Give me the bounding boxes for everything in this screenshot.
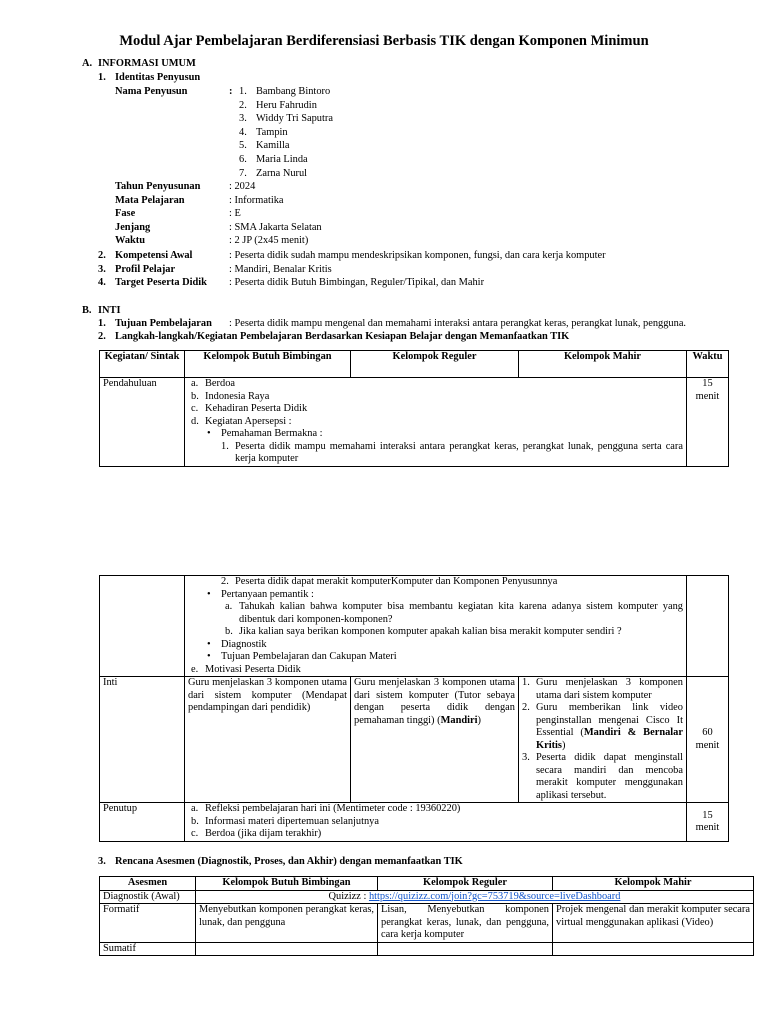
numbered-row: [98, 263, 718, 277]
document-title: Modul Ajar Pembelajaran Berdiferensiasi Berbasis TIK dengan Komponen Minimun: [119, 33, 649, 49]
bullet-icon: •: [207, 651, 211, 662]
formatif-reguler: Lisan, Menyebutkan komponen perangkat keras, lunak, dan pengguna, cara kerja komputer: [378, 904, 553, 943]
field-value: : 2 JP (2x45 menit): [229, 235, 309, 247]
header-waktu: Waktu: [687, 351, 729, 378]
author-name: Bambang Bintoro: [256, 86, 331, 97]
empty-cell: [687, 576, 729, 677]
field-label: Tahun Penyusunan: [115, 181, 201, 192]
author-item: [239, 139, 333, 153]
tujuan-label: Tujuan Pembelajaran: [115, 318, 212, 329]
list-text: Berdoa: [205, 378, 236, 389]
field-value: : Informatika: [229, 194, 284, 206]
list-marker: a.: [191, 803, 199, 814]
field-row: [115, 234, 675, 248]
header-butuh-bimbingan: Kelompok Butuh Bimbingan: [185, 351, 351, 378]
author-num: 2.: [239, 99, 247, 111]
asesmen-label: Rencana Asesmen (Diagnostik, Proses, dan Akhir) dengan memanfaatkan TIK: [115, 856, 463, 867]
list-text: Kegiatan Apersepsi :: [205, 415, 292, 427]
numbered-row: [98, 276, 718, 290]
list-text: Peserta didik dapat menginstall secara mandiri dan mencoba merakit komputer menggunakan aplikasi tersebut.: [536, 752, 683, 801]
text: Guru memberikan link video penginstallan mengenai Cisco It Essential (: [536, 702, 683, 738]
bullet-icon: •: [207, 588, 211, 600]
bold-text: Mandiri & Bernalar Kritis: [536, 727, 683, 751]
field-value: : Mandiri, Benalar Kritis: [229, 263, 332, 275]
item-num: 1.: [98, 318, 106, 329]
text: ): [561, 739, 566, 751]
field-value: : E: [229, 208, 241, 220]
field-row: [115, 221, 675, 235]
list-item: [191, 803, 683, 816]
list-text: Informasi materi dipertemuan selanjutnya: [205, 815, 379, 827]
header-reguler: Kelompok Reguler: [378, 877, 553, 891]
inti-mahir: [519, 677, 687, 803]
field-label: Profil Pelajar: [115, 263, 176, 275]
list-item: [191, 391, 683, 404]
sub-text: Peserta didik dapat merakit komputerKomputer dan Komponen Penyusunnya: [235, 576, 558, 587]
empty-cell: [378, 942, 553, 956]
field-label: Fase: [115, 208, 136, 220]
colon: :: [229, 86, 233, 97]
item-num: 4.: [98, 277, 106, 289]
numbered-fields: [98, 249, 718, 290]
list-text: Berdoa (jika dijam terakhir): [205, 828, 322, 839]
author-item: [239, 112, 333, 126]
row-label-diagnostik: Diagnostik (Awal): [100, 890, 196, 904]
field-label: Waktu: [115, 235, 146, 247]
bullet-text: Pemahaman Bermakna :: [221, 428, 323, 439]
field-label: Mata Pelajaran: [115, 194, 185, 206]
field-label: Kompetensi Awal: [115, 250, 193, 261]
author-num: 5.: [239, 140, 247, 152]
list-item: [191, 828, 683, 841]
author-item: [239, 85, 333, 99]
field-row: [115, 207, 675, 221]
tujuan-value: : Peserta didik mampu mengenal dan memahami interaksi antara perangkat keras, perangkat lunak, pengguna.: [229, 318, 687, 329]
list-text: Guru menjelaskan 3 komponen utama dari sistem komputer: [536, 677, 683, 701]
inti-reguler: [351, 677, 519, 803]
list-num: 3.: [522, 752, 530, 763]
text: ): [477, 714, 481, 726]
pendahuluan-continued: [185, 576, 687, 677]
list-text: Kehadiran Peserta Didik: [205, 403, 308, 414]
bullet-text: Tujuan Pembelajaran dan Cakupan Materi: [221, 651, 397, 662]
text: Guru menjelaskan 3 komponen utama dari sistem komputer (Tutor sebaya dengan peserta didik dengan pemahaman tinggi) (: [354, 677, 515, 726]
field-value: : SMA Jakarta Selatan: [229, 221, 322, 233]
bullet-text: Pertanyaan pemantik :: [221, 588, 314, 600]
item-num: 3.: [98, 263, 106, 275]
author-name: Zarna Nurul: [256, 167, 308, 179]
list-marker: e.: [191, 663, 199, 675]
item-num: 3.: [98, 856, 106, 867]
quizizz-label: Quizizz :: [328, 890, 369, 902]
question-a: Tahukah kalian bahwa komputer bisa membantu kegiatan kita karena adanya sistem komputer yang dibentuk dari komponen-komponen?: [239, 601, 683, 625]
activities-table-part1: [99, 350, 729, 467]
list-marker: b.: [191, 390, 199, 402]
author-num: 1.: [239, 86, 247, 97]
header-mahir: Kelompok Mahir: [553, 877, 754, 891]
empty-cell: [196, 942, 378, 956]
header-mahir: Kelompok Mahir: [519, 351, 687, 378]
field-label: Target Peserta Didik: [115, 277, 207, 289]
author-name: Kamilla: [256, 140, 290, 152]
row-label-sumatif: Sumatif: [100, 942, 196, 956]
sub-num: 2.: [221, 576, 229, 587]
sub-text: Peserta didik mampu memahami interaksi antara perangkat keras, perangkat lunak, pengguna serta cara kerja komputer: [235, 440, 683, 464]
sub-num: 1.: [221, 440, 229, 452]
field-label: Jenjang: [115, 221, 151, 233]
list-text: Refleksi pembelajaran hari ini (Mentimeter code : 19360220): [205, 803, 461, 814]
row-label-formatif: Formatif: [100, 904, 196, 943]
bullet-icon: •: [207, 428, 211, 439]
formatif-mahir: Projek mengenal dan merakit komputer secara virtual menggunakan aplikasi (Video): [553, 904, 754, 943]
activities-table-part2: [99, 575, 729, 842]
list-num: 2.: [522, 702, 530, 713]
bullet-text: Diagnostik: [221, 638, 267, 650]
author-name: Tampin: [256, 126, 288, 138]
question-b: Jika kalian saya berikan komponen komputer apakah kalian bisa merakit komputer sendiri ?: [239, 626, 622, 637]
list-item: [191, 403, 683, 416]
list-item: [191, 378, 683, 391]
list-marker: d.: [191, 415, 199, 427]
header-asesmen: Asesmen: [100, 877, 196, 891]
question-marker: b.: [225, 626, 233, 637]
empty-cell: [100, 576, 185, 677]
question-marker: a.: [225, 601, 233, 612]
section-b-letter: B.: [82, 305, 92, 316]
row-label-penutup: Penutup: [100, 803, 185, 842]
diagnostik-content: [196, 890, 754, 904]
penutup-time: 15 menit: [687, 803, 729, 842]
field-value: : 2024: [229, 181, 256, 192]
list-marker: b.: [191, 815, 199, 827]
author-item: [239, 153, 333, 167]
inti-butuh-bimbingan: Guru menjelaskan 3 komponen utama dari sistem komputer (Mendapat pendampingan dari pendidik): [185, 677, 351, 803]
author-item: [239, 99, 333, 113]
item-num: 2.: [98, 331, 106, 342]
list-text: Motivasi Peserta Didik: [205, 663, 301, 675]
list-item: [191, 816, 683, 829]
list-marker: a.: [191, 378, 199, 389]
bold-text: Mandiri: [440, 714, 478, 726]
header-kegiatan: Kegiatan/ Sintak: [100, 351, 185, 378]
field-value: : Peserta didik sudah mampu mendeskripsikan komponen, fungsi, dan cara kerja komputer: [229, 250, 606, 261]
field-row: [115, 180, 675, 194]
identitas-label: Identitas Penyusun: [115, 72, 201, 83]
list-num: 1.: [522, 677, 530, 688]
field-value: : Peserta didik Butuh Bimbingan, Reguler/Tipikal, dan Mahir: [229, 277, 485, 289]
bullet-icon: •: [207, 638, 211, 650]
author-name: Widdy Tri Saputra: [256, 113, 333, 125]
author-num: 3.: [239, 113, 247, 125]
author-name: Heru Fahrudin: [256, 99, 317, 111]
author-name: Maria Linda: [256, 153, 308, 165]
author-num: 7.: [239, 167, 247, 179]
author-item: [239, 126, 333, 140]
numbered-row: [98, 249, 718, 263]
list-text: Indonesia Raya: [205, 390, 270, 402]
header-butuh-bimbingan: Kelompok Butuh Bimbingan: [196, 877, 378, 891]
section-a-heading: INFORMASI UMUM: [98, 58, 196, 69]
identity-fields: [115, 180, 675, 248]
section-b-heading: INTI: [98, 305, 121, 316]
list-item: [191, 416, 683, 429]
penutup-content: [185, 803, 687, 842]
author-num: 6.: [239, 153, 247, 165]
list-marker: c.: [191, 828, 199, 839]
item-num: 1.: [98, 72, 106, 83]
row-label-pendahuluan: Pendahuluan: [100, 378, 185, 467]
section-a-letter: A.: [82, 58, 93, 69]
item-num: 2.: [98, 250, 106, 261]
author-list: [239, 85, 333, 180]
inti-time: 60 menit: [687, 677, 729, 803]
quizizz-link[interactable]: https://quizizz.com/join?gc=753719&source=liveDashboard: [368, 890, 621, 902]
pendahuluan-content: [185, 378, 687, 467]
author-item: [239, 167, 333, 181]
header-reguler: Kelompok Reguler: [351, 351, 519, 378]
pendahuluan-time: 15 menit: [687, 378, 729, 467]
assessment-table: [99, 876, 754, 956]
list-marker: c.: [191, 403, 199, 414]
formatif-butuh-bimbingan: Menyebutkan komponen perangkat keras, lunak, dan pengguna: [196, 904, 378, 943]
author-num: 4.: [239, 126, 247, 138]
empty-cell: [553, 942, 754, 956]
langkah-label: Langkah-langkah/Kegiatan Pembelajaran Berdasarkan Kesiapan Belajar dengan Memanfaatkan TIK: [115, 331, 570, 342]
field-row: [115, 194, 675, 208]
nama-label: Nama Penyusun: [115, 86, 188, 97]
row-label-inti: Inti: [100, 677, 185, 803]
